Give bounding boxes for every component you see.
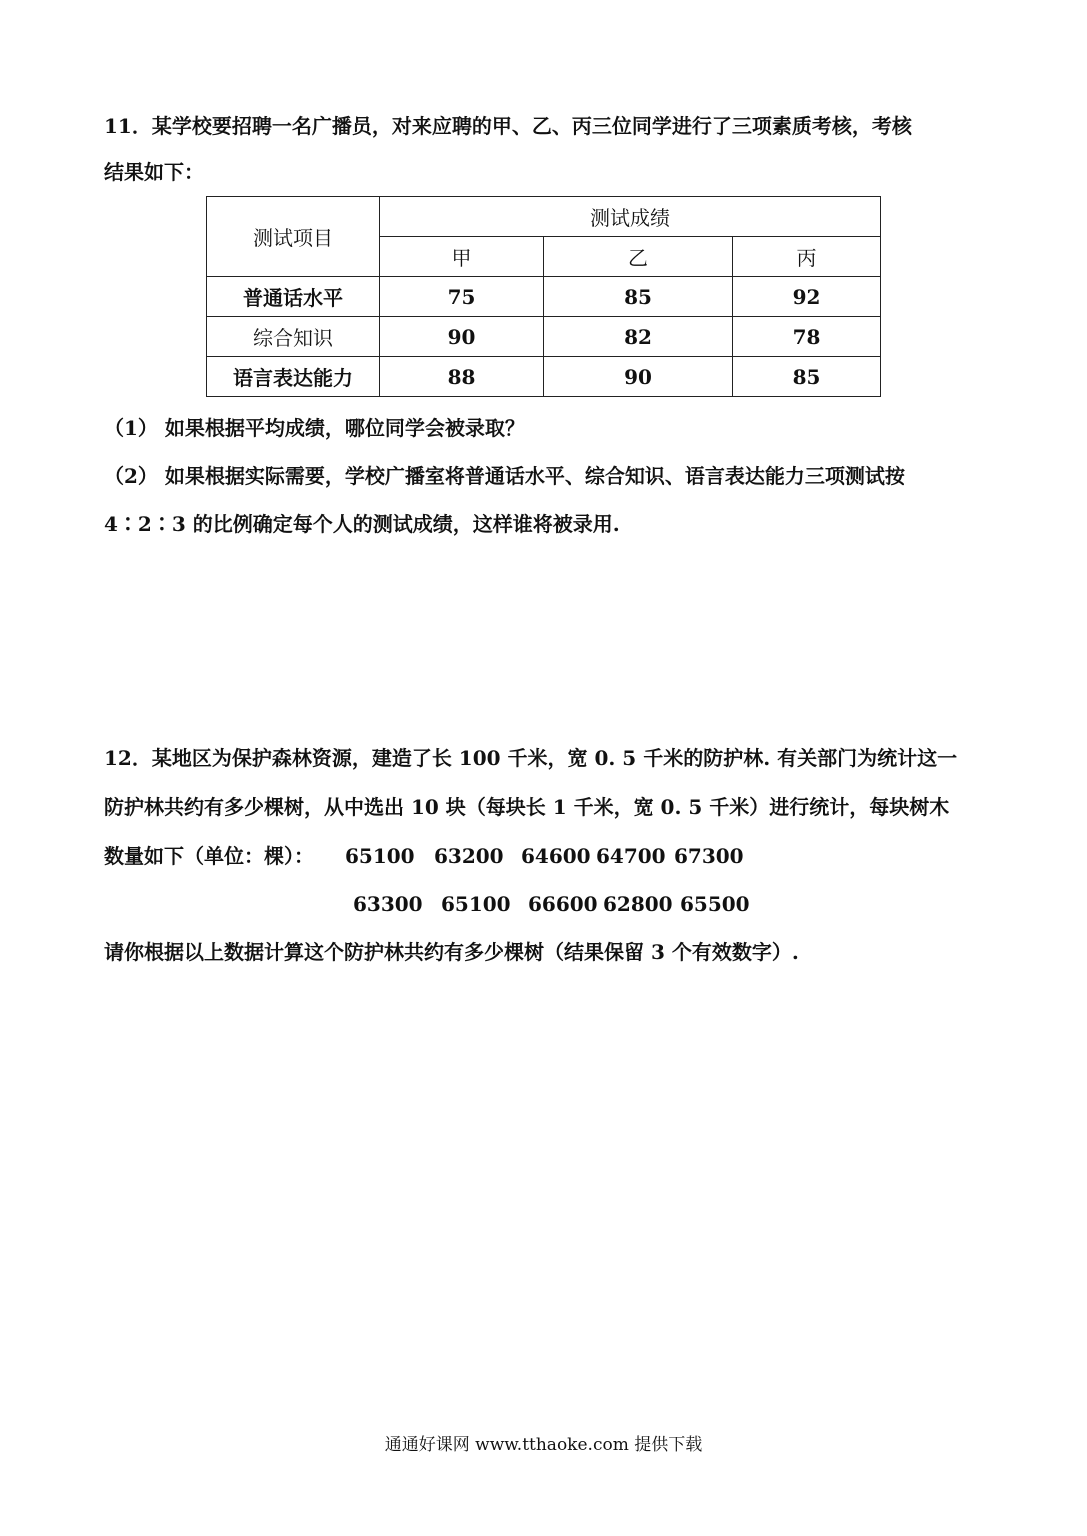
candidate-header: 丙 bbox=[733, 237, 881, 277]
score-cell: 78 bbox=[733, 317, 881, 357]
tree-count: 63300 bbox=[353, 892, 423, 916]
score-cell: 90 bbox=[544, 357, 733, 397]
candidate-header: 甲 bbox=[380, 237, 544, 277]
q12-stem-line1: 12．某地区为保护森林资源，建造了长 100 千米，宽 0. 5 千米的防护林. 有关部门为统计这一 bbox=[104, 746, 958, 770]
header-test-score: 测试成绩 bbox=[380, 197, 881, 237]
table-row bbox=[207, 277, 881, 317]
score-cell: 92 bbox=[733, 277, 881, 317]
row-label: 语言表达能力 bbox=[207, 357, 380, 397]
score-cell: 75 bbox=[380, 277, 544, 317]
header-test-item: 测试项目 bbox=[207, 197, 380, 277]
table-row bbox=[207, 357, 881, 397]
score-cell: 88 bbox=[380, 357, 544, 397]
tree-count: 64700 bbox=[596, 844, 666, 868]
row-label: 普通话水平 bbox=[207, 277, 380, 317]
q12-stem-line3: 数量如下（单位：棵）： bbox=[104, 844, 314, 868]
q12-stem-line5: 请你根据以上数据计算这个防护林共约有多少棵树（结果保留 3 个有效数字）. bbox=[104, 940, 799, 964]
tree-count: 67300 bbox=[674, 844, 744, 868]
q11-subquestion-2-line2: 4∶2∶3 的比例确定每个人的测试成绩，这样谁将被录用. bbox=[104, 512, 620, 536]
tree-count: 65500 bbox=[680, 892, 750, 916]
score-cell: 85 bbox=[544, 277, 733, 317]
candidate-header: 乙 bbox=[544, 237, 733, 277]
tree-count: 65100 bbox=[345, 844, 415, 868]
row-label: 综合知识 bbox=[207, 317, 380, 357]
tree-count: 63200 bbox=[434, 844, 504, 868]
tree-count: 64600 bbox=[521, 844, 591, 868]
tree-count: 65100 bbox=[441, 892, 511, 916]
score-table bbox=[206, 196, 881, 397]
q11-stem-line1: 11．某学校要招聘一名广播员，对来应聘的甲、乙、丙三位同学进行了三项素质考核，考核 bbox=[104, 114, 912, 138]
footer-source: 通通好课网 www.tthaoke.com 提供下载 bbox=[384, 1435, 703, 1455]
score-cell: 82 bbox=[544, 317, 733, 357]
score-cell: 85 bbox=[733, 357, 881, 397]
tree-count: 62800 bbox=[603, 892, 673, 916]
q11-subquestion-1: （1） 如果根据平均成绩，哪位同学会被录取？ bbox=[104, 416, 525, 440]
tree-count: 66600 bbox=[528, 892, 598, 916]
score-cell: 90 bbox=[380, 317, 544, 357]
q11-subquestion-2-line1: （2） 如果根据实际需要，学校广播室将普通话水平、综合知识、语言表达能力三项测试按 bbox=[104, 464, 905, 488]
q12-stem-line2: 防护林共约有多少棵树，从中选出 10 块（每块长 1 千米，宽 0. 5 千米）进行统计，每块树木 bbox=[104, 795, 950, 819]
q11-stem-line2: 结果如下： bbox=[104, 160, 204, 184]
table-row bbox=[207, 317, 881, 357]
